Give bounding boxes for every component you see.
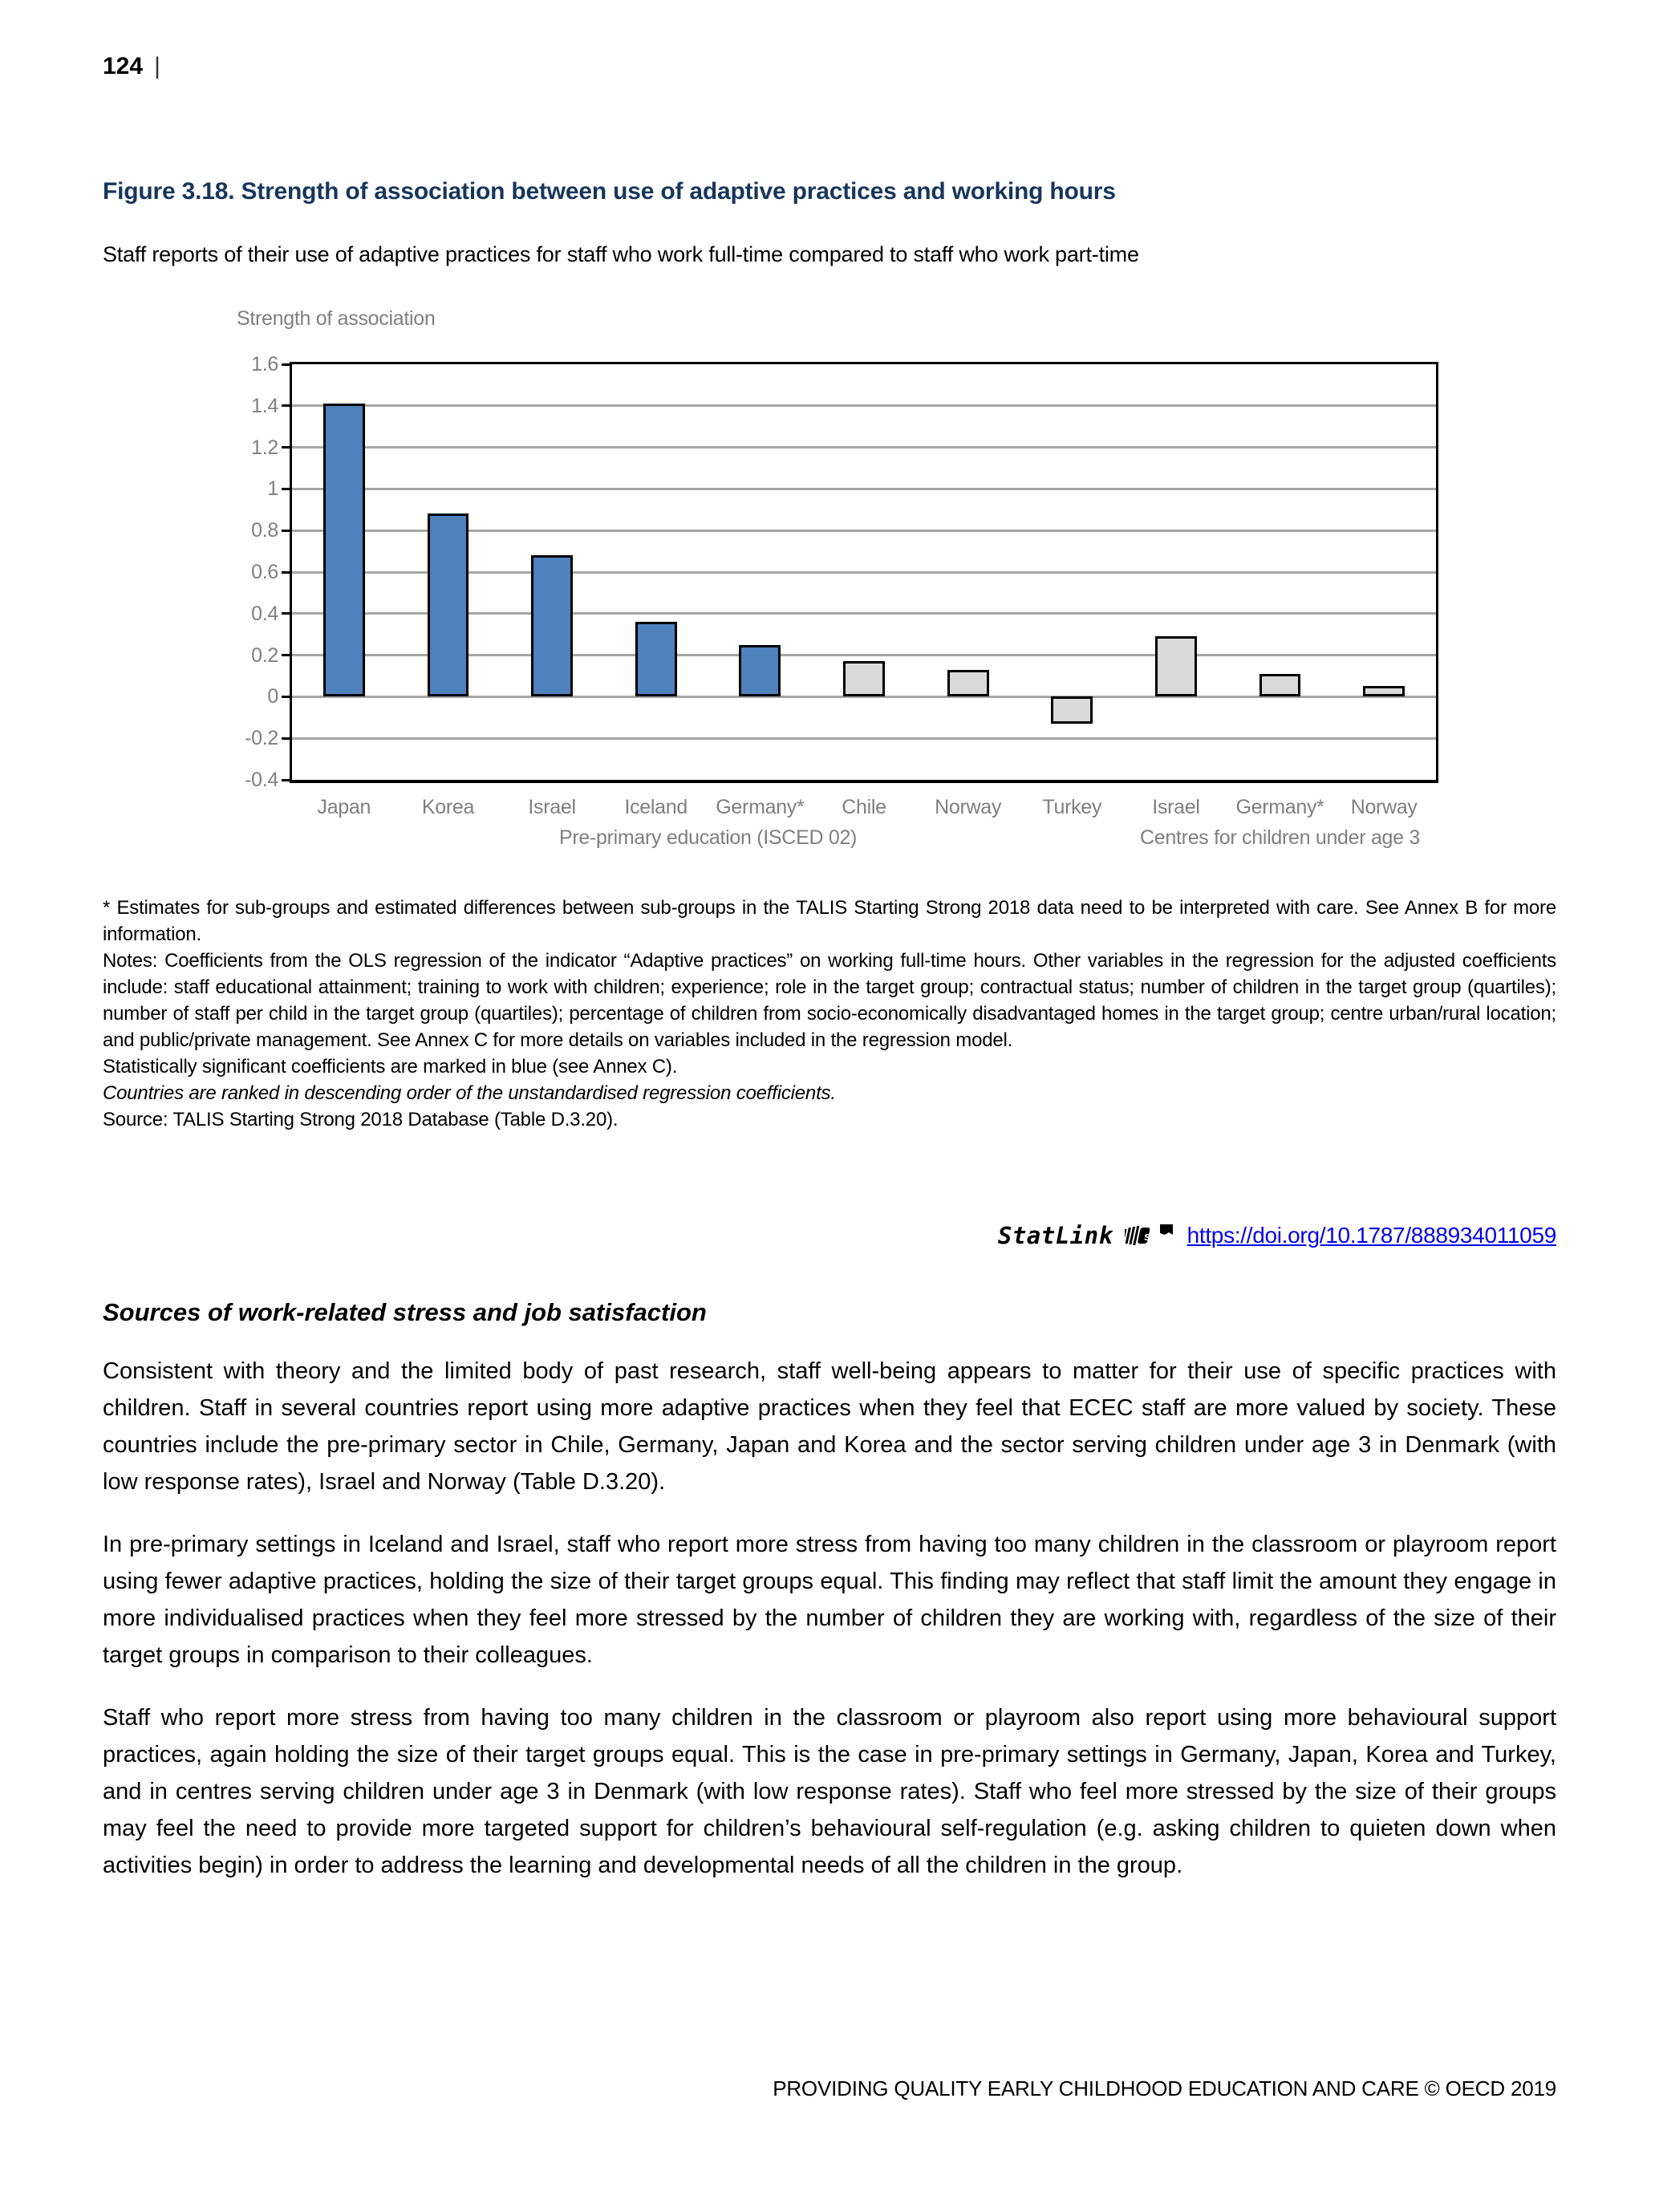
bar-norway-6 (947, 670, 989, 697)
y-axis-tick-label: 0.2 (251, 643, 278, 667)
x-axis-tick-label: Chile (842, 796, 886, 818)
y-axis-tick-mark (282, 530, 290, 532)
y-axis-tick-mark (282, 571, 290, 574)
y-axis-tick-label: 0.6 (251, 561, 278, 583)
figure-source-note: Source: TALIS Starting Strong 2018 Database (Table D.3.20). (103, 1109, 619, 1130)
page-footer: PROVIDING QUALITY EARLY CHILDHOOD EDUCATION AND CARE © OECD 2019 (773, 2076, 1556, 2100)
y-axis-tick-label: 0 (267, 685, 278, 708)
bar-turkey-7 (1051, 696, 1093, 724)
y-axis-tick-label: 1.2 (251, 436, 278, 459)
gridline (292, 488, 1436, 490)
y-axis-tick-mark (282, 363, 290, 366)
statlink-label: StatLink (997, 1222, 1113, 1249)
x-axis-tick-label: Norway (1350, 796, 1418, 818)
figure-subtitle: Staff reports of their use of adaptive practices for staff who work full-time compared to staff who work part-time (103, 242, 1139, 266)
bar-iceland-3 (635, 622, 677, 696)
x-axis-tick-label: Israel (528, 796, 576, 818)
statlink-url[interactable]: https://doi.org/10.1787/888934011059 (1186, 1223, 1556, 1248)
y-axis-tick-mark (282, 446, 290, 448)
x-axis-tick-label: Israel (1152, 796, 1200, 818)
y-axis-tick-label: 0.4 (251, 602, 278, 625)
body-paragraph-2: In pre-primary settings in Iceland and Israel, staff who report more stress from having too many children in the classroom or playroom report using fewer adaptive practices, holding the size of their target groups equal. This finding may reflect that staff limit the amount they engage in more individualised practices when they feel more stressed by the number of children they are working with, regardless of the size of their target groups in comparison to their colleagues. (103, 1532, 1556, 1668)
bar-israel-8 (1155, 636, 1197, 696)
gridline (292, 404, 1436, 407)
y-axis-tick-label: 0.8 (251, 519, 278, 542)
y-axis-tick-mark (282, 654, 290, 656)
chart-plot-area (290, 362, 1438, 783)
y-axis-tick-mark (282, 404, 290, 407)
bar-israel-2 (531, 555, 573, 696)
bar-germany-4 (739, 645, 781, 697)
bar-korea-1 (428, 513, 469, 696)
x-axis-tick-label: Turkey (1042, 796, 1102, 818)
y-axis-tick-label: 1.4 (251, 394, 278, 417)
y-axis-tick-mark (282, 488, 290, 490)
figure-title: Figure 3.18. Strength of association between use of adaptive practices and working hours (103, 178, 1116, 205)
x-axis-group-label: Centres for children under age 3 (1140, 826, 1421, 849)
x-axis-tick-label: Germany* (716, 796, 805, 818)
bar-germany-9 (1259, 674, 1301, 696)
page-number: 124 (103, 53, 144, 79)
figure-notes-block (103, 895, 1556, 1133)
x-axis-tick-label: Germany* (1235, 796, 1324, 818)
bar-japan-0 (323, 404, 365, 696)
x-axis-tick-label: Norway (935, 796, 1002, 818)
x-axis-tick-label: Japan (317, 796, 371, 818)
figure-star-note: * Estimates for sub-groups and estimated differences between sub-groups in the TALIS Starting Strong 2018 data need to be interpreted with care. See Annex B for more information. (103, 897, 1556, 945)
statlink-row (103, 1220, 1556, 1252)
statlink-icon (1125, 1220, 1176, 1252)
x-axis-group-label: Pre-primary education (ISCED 02) (558, 826, 858, 849)
figure-significance-note: Statistically significant coefficients are marked in blue (see Annex C). (103, 1056, 678, 1078)
y-axis-tick-label: 1.6 (251, 353, 278, 375)
y-axis-tick-mark (282, 696, 290, 698)
y-axis-tick-mark (282, 737, 290, 740)
figure-notes: Notes: Coefficients from the OLS regression of the indicator “Adaptive practices” on working full-time hours. Other variables in the regression for the adjusted coefficients include: staff educational attainment; training to work with children; experience; role in the target group; contractual status; number of children in the target group (quartiles); number of staff per child in the target group (quartiles); percentage of children from socio-economically disadvantaged homes in the target group; centre urban/rural location; and public/private management. See Annex C for more details on variables included in the regression model. (103, 950, 1556, 1051)
page-header (103, 53, 1556, 85)
gridline (292, 737, 1436, 740)
x-axis-tick-label: Korea (421, 796, 475, 818)
x-axis-tick-label: Iceland (624, 796, 688, 818)
y-axis-title: Strength of association (237, 307, 436, 330)
gridline (292, 446, 1436, 448)
svg-text:s: s (1143, 1230, 1150, 1244)
y-axis-tick-label: -0.4 (245, 769, 278, 791)
page-number-separator: | (154, 53, 160, 79)
y-axis-tick-mark (282, 612, 290, 615)
body-paragraph-1: Consistent with theory and the limited body of past research, staff well-being appears to matter for their use of specific practices with children. Staff in several countries report using more adaptive practices when they feel that ECEC staff are more valued by society. These countries include the pre-primary sector in Chile, Germany, Japan and Korea and the sector serving children under age 3 in Denmark (with low response rates), Israel and Norway (Table D.3.20). (103, 1358, 1556, 1495)
y-axis-tick-label: 1 (267, 477, 278, 501)
section-heading: Sources of work-related stress and job satisfaction (103, 1298, 707, 1326)
body-paragraph-3: Staff who report more stress from having too many children in the classroom or playroom also report using more behavioural support practices, again holding the size of their target groups equal. This is the case in pre-primary settings in Germany, Japan, Korea and Turkey, and in centres serving children under age 3 in Denmark (with low response rates). Staff who feel more stressed by the size of their groups may feel the need to provide more targeted support for children’s behavioural self-regulation (e.g. asking children to quieten down when activities begin) in order to address the learning and developmental needs of all the children in the group. (103, 1705, 1556, 1878)
y-axis-tick-label: -0.2 (245, 727, 278, 750)
bar-norway-10 (1363, 686, 1405, 696)
bar-chart (103, 306, 1556, 872)
figure-ranking-note: Countries are ranked in descending order of the unstandardised regression coefficients. (103, 1082, 836, 1104)
bar-chile-5 (843, 661, 885, 696)
y-axis-tick-mark (282, 779, 290, 781)
